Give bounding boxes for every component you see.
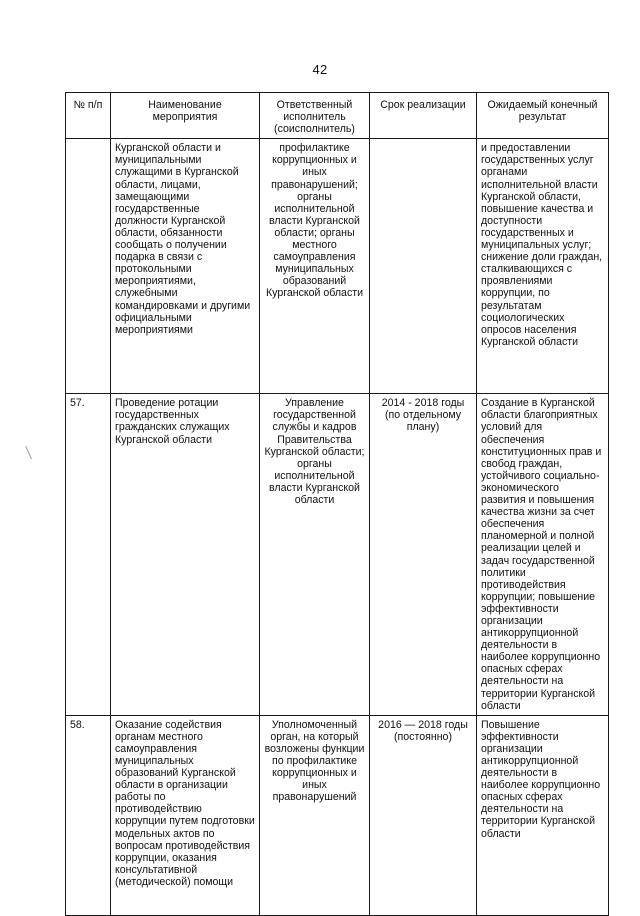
header-term: Срок реализации [370, 93, 477, 139]
page-number: 42 [312, 62, 328, 77]
header-name: Наименование мероприятия [111, 93, 260, 139]
cell-result: и предоставлении государственных услуг органами исполнительной власти Курганской области, повышение качества и доступности государственных и муниципальных услуг; снижение доли граждан, сталкивающихся с проявлениями коррупции, по результатам социологических опросов населения Курганской области [477, 139, 609, 394]
header-result: Ожидаемый конечный результат [477, 93, 609, 139]
table-row [66, 394, 609, 715]
table-row [66, 139, 609, 394]
table-header-row [66, 93, 609, 139]
cell-name: Проведение ротации государственных гражданских служащих Курганской области [111, 394, 260, 715]
scan-mark [25, 445, 35, 459]
table-row [66, 715, 609, 915]
cell-result: Повышение эффективности организации антикоррупционной деятельности в наиболее коррупционно опасных сферах деятельности на территории Курганской области [477, 715, 609, 915]
header-num: № п/п [66, 93, 111, 139]
cell-num: 57. [66, 394, 111, 715]
header-executor: Ответственный исполнитель (соисполнитель) [260, 93, 370, 139]
cell-executor: Управление государственной службы и кадров Правительства Курганской области; органы исполнительной власти Курганской области [260, 394, 370, 715]
measures-table [65, 92, 609, 916]
cell-num: 58. [66, 715, 111, 915]
cell-name: Оказание содействия органам местного самоуправления муниципальных образований Курганской области в организации работы по противодействию коррупции путем подготовки модельных актов по вопросам противодействия коррупции, оказания консультативной (методической) помощи [111, 715, 260, 915]
cell-executor: профилактике коррупционных и иных правонарушений; органы исполнительной власти Курганской области; органы местного самоуправления муниципальных образований Курганской области [260, 139, 370, 394]
cell-term: 2014 - 2018 годы (по отдельному плану) [370, 394, 477, 715]
cell-name: Курганской области и муниципальными служащими в Курганской области, лицами, замещающими государственные должности Курганской области, обязанности сообщать о получении подарка в связи с протокольными мероприятиями, служебными командировками и другими официальными мероприятиями [111, 139, 260, 394]
cell-term: 2016 — 2018 годы (постоянно) [370, 715, 477, 915]
cell-term [370, 139, 477, 394]
cell-executor: Уполномоченный орган, на который возложены функции по профилактике коррупционных и иных правонарушений [260, 715, 370, 915]
cell-num [66, 139, 111, 394]
cell-result: Создание в Курганской области благоприятных условий для обеспечения конституционных прав и свобод граждан, устойчивого социально-экономического развития и повышения качества жизни за счет обеспечения планомерной и полной реализации целей и задач государственной политики противодействия коррупции; повышение эффективности организации антикоррупционной деятельности в наиболее коррупционно опасных сферах деятельности на территории Курганской области [477, 394, 609, 715]
